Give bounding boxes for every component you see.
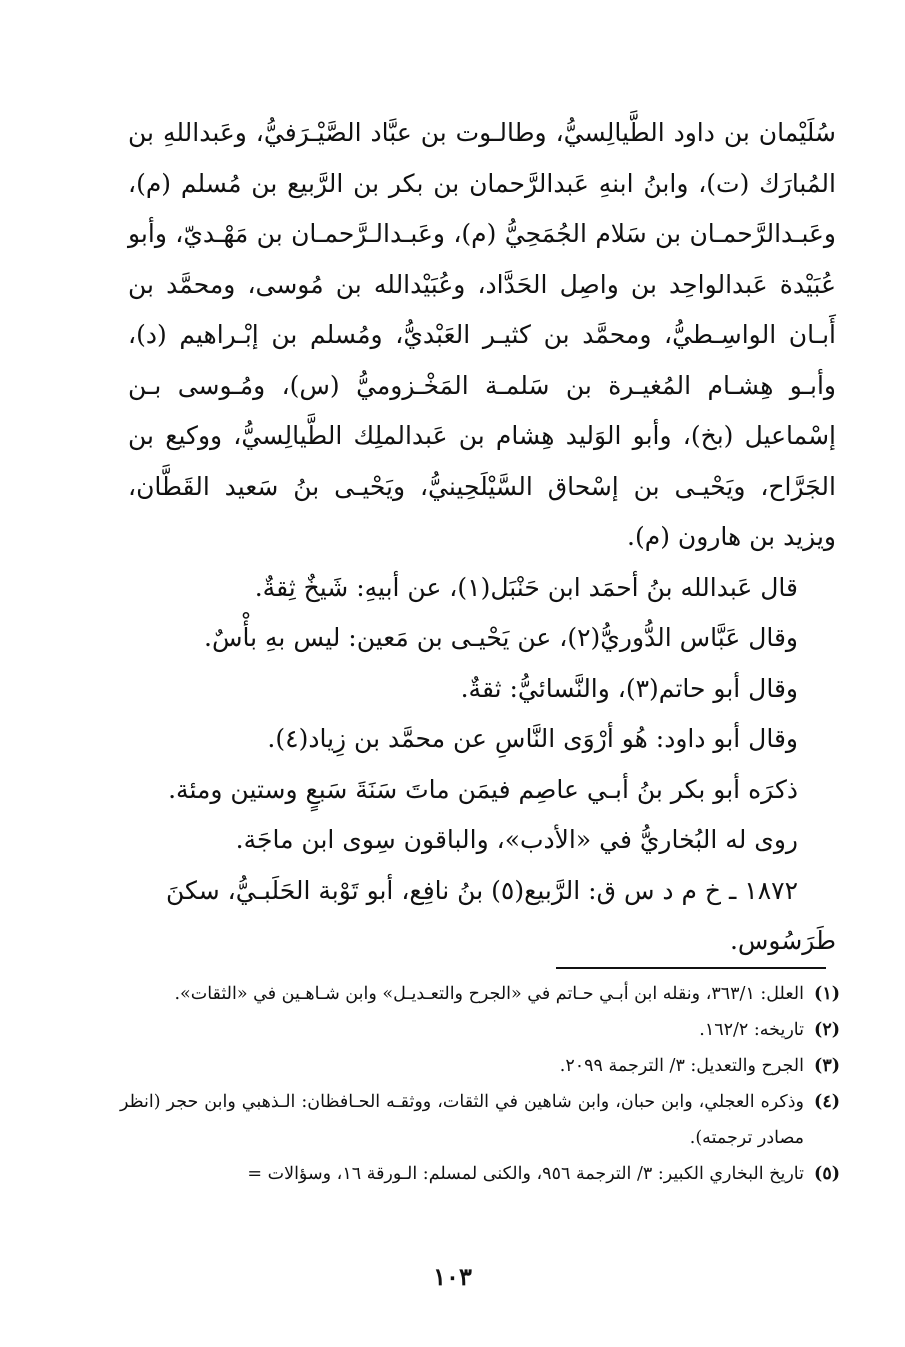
narration-abbas-duri: وقال عَبَّاس الدُّوريُّ(٢)، عن يَحْيـى بن مَعين: ليس بهِ بأْسٌ. [204, 623, 798, 652]
narrated-by-note: روى له البُخاريُّ في «الأدب»، والباقون سِوى ابن ماجَة. [235, 825, 798, 854]
footnote-1 [120, 976, 840, 1012]
narrators-paragraph: سُلَيْمان بن داود الطَّيالِسيُّ، وطالـوت بن عبَّاد الصَّيْـرَفيُّ، وعَبداللهِ بن المُبارَك (ت)، وابنُ ابنهِ عَبدالرَّحمان بن بكر بن الرَّبيع بن مُسلم (م)، وعَبـدالرَّحمـان بن سَلام الجُمَحِيُّ (م)، وعَبـدالـرَّحمـان بن مَهْـديّ، وأبو عُبَيْدة عَبدالواحِد بن واصِل الحَدَّاد، وعُبَيْدالله بن مُوسى، ومحمَّد بن أَبـان الواسِـطيُّ، ومحمَّد بن كثيـر العَبْديُّ، ومُسلم بن إبْـراهيم (د)، وأبـو هِشـام المُغيـرة بن سَلمـة المَخْـزوميُّ (س)، ومُـوسى بـن إسْماعيل (بخ)، وأبو الوَليد هِشام بن عَبدالملِك الطَّيالِسيُّ، ووكيع بن الجَرَّاح، ويَحْيـى بن إسْحاق السَّيْلَحِينيُّ، ويَحْيـى بنُ سَعيد القَطَّان، ويزيد بن هارون (م). [128, 118, 836, 551]
footnote-4 [120, 1084, 840, 1156]
footnote-number: (٥) [814, 1164, 840, 1184]
footnote-text: تاريخه: ١٦٢/٢. [699, 1020, 804, 1040]
narration-abu-hatim: وقال أبو حاتم(٣)، والنَّسائيُّ: ثقةٌ. [460, 673, 798, 703]
narration-ibn-hanbal: قال عَبدالله بنُ أحمَد ابن حَنْبَل(١)، عن أبيهِ: شَيخٌ ثِقةٌ. [254, 572, 798, 602]
footnote-number: (٢) [814, 1020, 840, 1040]
footnote-text: الجرح والتعديل: ٣/ الترجمة ٢٠٩٩. [559, 1056, 804, 1076]
footnote-text: تاريخ البخاري الكبير: ٣/ الترجمة ٩٥٦، والكنى لمسلم: الـورقة ١٦، وسؤالات = [247, 1164, 804, 1184]
footnotes [120, 976, 840, 1192]
footnote-divider [556, 967, 826, 969]
footnote-number: (٤) [814, 1092, 840, 1112]
footnote-text: وذكره العجلي، وابن حبان، وابن شاهين في الثقات، ووثقـه الحـافظان: الـذهبي وابن حجر (انظر مصادر ترجمته). [120, 1092, 804, 1148]
page-number: ١٠٣ [433, 1262, 472, 1291]
entry-1872-heading: ١٨٧٢ ـ خ م د س ق: الرَّبيع(٥) بنُ نافِع، أبو تَوْبة الحَلَبـيُّ، سكنَ طَرَسُوس. [165, 875, 836, 955]
footnote-number: (٣) [814, 1056, 840, 1076]
death-year-note: ذكرَه أبو بكر بنُ أبـي عاصِم فيمَن ماتَ سَنَةَ سَبعٍ وستين ومئة. [168, 774, 798, 804]
main-text [128, 108, 836, 967]
footnote-3 [120, 1048, 840, 1084]
footnote-5 [120, 1156, 840, 1192]
footnote-2 [120, 1012, 840, 1048]
footnote-text: العلل: ٣٦٣/١، ونقله ابن أبـي حـاتم في «الجرح والتعـديـل» وابن شـاهـين في «الثقات». [174, 984, 804, 1004]
footnote-number: (١) [814, 984, 840, 1004]
narration-abu-dawud: وقال أبو داود: هُو أرْوَى النَّاسِ عن محمَّد بن زِياد(٤). [267, 724, 798, 753]
